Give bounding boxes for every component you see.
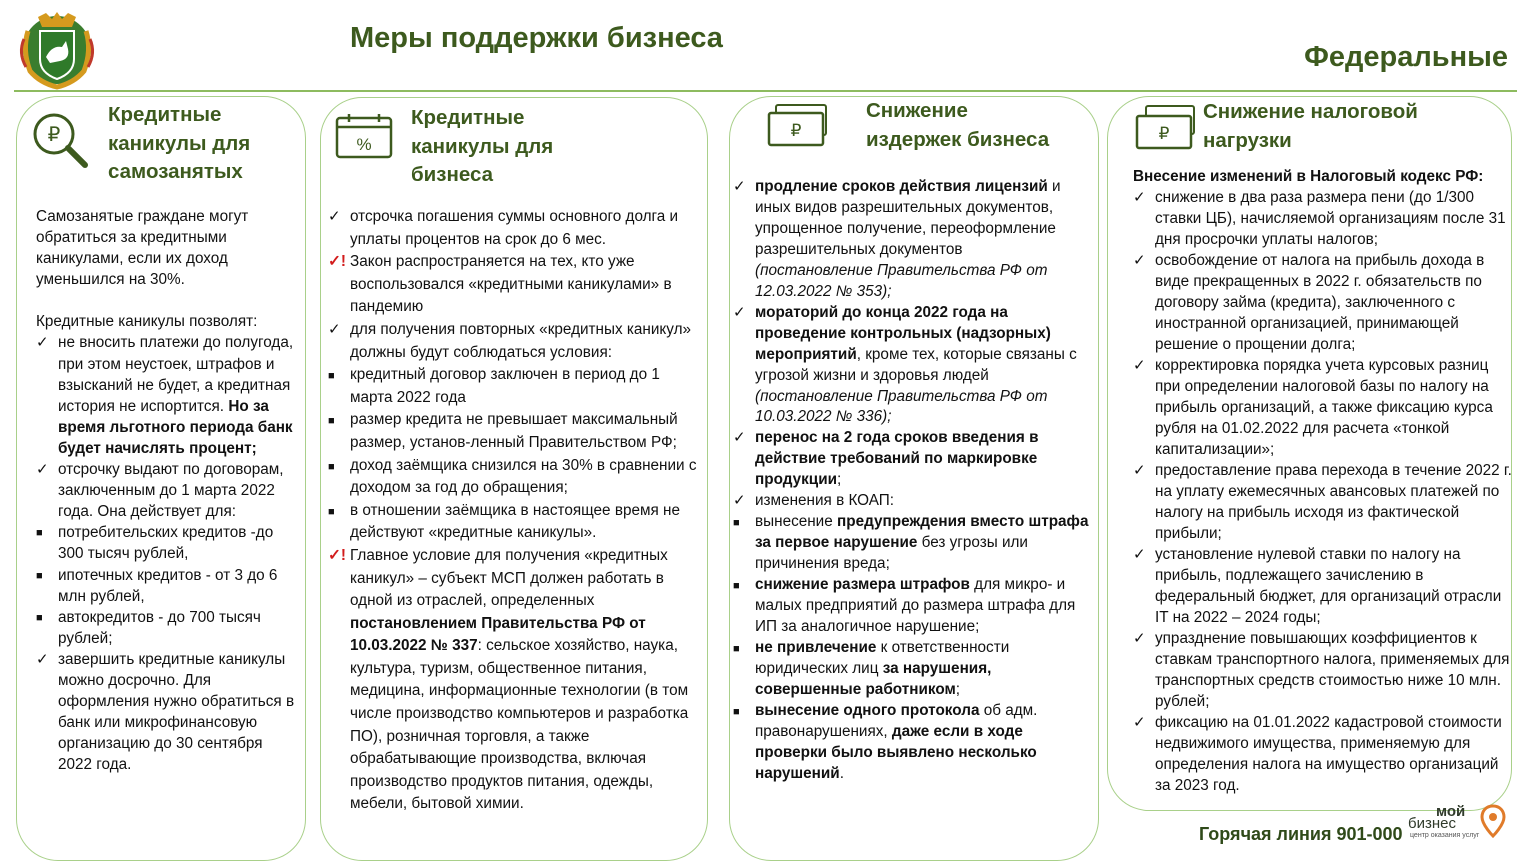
list-item: ✓ изменения в КОАП: [733, 492, 895, 510]
brand-sub: центр оказания услуг [1410, 832, 1480, 839]
list-item: ✓! Закон распространяется на тех, кто уже воспользовался «кредитными каникулами» в пандемию [328, 253, 672, 316]
card1-intro-line: каникулами, если их доход [36, 250, 228, 268]
card2-title-line: каникулы для [411, 134, 554, 158]
card4-body [1133, 166, 1513, 796]
banknote-stack-icon [1134, 104, 1198, 150]
brand-top: мой [1436, 803, 1466, 820]
location-pin-icon [1480, 804, 1506, 838]
banknote-icon [766, 103, 830, 147]
svg-text:₽: ₽ [1158, 124, 1170, 143]
card1-title-line: Кредитные [108, 103, 222, 126]
list-item: ✓ освобождение от налога на прибыль дохода в виде прекращенных в 2022 г. обязательств по договору займа (кредита), заключенного с иностранной организацией, принимающей решение о прощении долга; [1133, 252, 1485, 353]
card3-body [733, 177, 1093, 785]
list-item: ✓ завершить кредитные каникулы можно досрочно. Для оформления нужно обратиться в банк или микрофинансовую организацию до 30 сентября 2022 года. [36, 650, 295, 774]
list-item: ■ размер кредита не превышает максимальный размер, установ-ленный Правительством РФ; [328, 411, 678, 451]
list-item: ■ не привлечение к ответственности юридических лиц за нарушения, совершенные работником; [733, 638, 1010, 698]
list-item: ✓ продление сроков действия лицензий и иных видов разрешительных документов, упрощенное получение, переоформление разрешительных документов (постановление Правительства РФ от 12.03.2022 № 353); [733, 178, 1061, 300]
card1-title-line: самозанятых [108, 160, 243, 183]
coat-of-arms-icon [16, 9, 98, 91]
svg-text:₽: ₽ [790, 121, 802, 140]
list-item: ■ потребительских кредитов -до 300 тысяч рублей, [36, 524, 274, 563]
list-item: ✓! Главное условие для получения «кредитных каникул» – субъект МСП должен работать в одной из отраслей, определенных постановлением Правительства РФ от 10.03.2022 № 337: сельское хозяйство, наука, культура, туризм, общественное питания, медицина, информационные технологии (в том числе производство компьютеров и разработка ПО), розничная торговля, а также обрабатывающие производства, включая производство продуктов питания, одежды, мебели, бытовой химии. [328, 546, 689, 813]
page-title: Меры поддержки бизнеса [350, 22, 723, 54]
brand-logo [1408, 804, 1512, 856]
card3-title-line: Снижение [866, 99, 968, 122]
list-item: ■ в отношении заёмщика в настоящее время не действуют «кредитные каникулы». [328, 501, 680, 542]
list-item: ✓ мораторий до конца 2022 года на проведение контрольных (надзорных) мероприятий, кроме тех, которые связаны с угрозой жизни и здоровья людей (постановление Правительства РФ от 10.03.2022 № 336); [733, 303, 1077, 426]
list-item: ■ снижение размера штрафов для микро- и малых предприятий до размера штрафа для ИП за аналогичное нарушение; [733, 576, 1076, 636]
card1-title [108, 101, 250, 187]
list-item: ✓ фиксацию на 01.01.2022 кадастровой стоимости недвижимого имущества, применяемую для определения налога на имущество организаций за 2023 год. [1133, 714, 1502, 794]
card4-lead: Внесение изменений в Налоговый кодекс РФ: [1133, 168, 1484, 185]
header-divider [14, 90, 1517, 92]
card2-title-line: Кредитные [411, 106, 525, 129]
card4-title [1203, 98, 1418, 155]
card2-title [411, 104, 553, 190]
card1-intro-line: обратиться за кредитными [36, 229, 227, 247]
card4-title-line: Снижение налоговой [1203, 100, 1418, 123]
card3-title-line: издержек бизнеса [866, 127, 1050, 151]
list-item: ■ вынесение предупреждения вместо штрафа за первое нарушение без угрозы или причинения вреда; [733, 513, 1089, 573]
list-item: ■ кредитный договор заключен в период до 1 марта 2022 года [328, 366, 660, 406]
card1-title-line: каникулы для [108, 131, 251, 155]
list-item: ✓ корректировка порядка учета курсовых разниц при определении налоговой базы по налогу на прибыль организаций, а также фиксацию курса рубля на 01.02.2022 для расчета «тонкой капитализации»; [1133, 357, 1493, 458]
list-item: ■ ипотечных кредитов - от 3 до 6 млн рублей, [36, 566, 278, 605]
calendar-percent-icon [334, 112, 394, 160]
list-item: ■ автокредитов - до 700 тысяч рублей; [36, 608, 261, 647]
list-item: ■ вынесение одного протокола об адм. правонарушениях, даже если в ходе проверки было выявлено несколько нарушений. [733, 701, 1038, 782]
hotline-label: Горячая линия 901-000 [1199, 824, 1403, 844]
card2-body [328, 206, 700, 816]
list-item: ✓ снижение в два раза размера пени (до 1/300 ставки ЦБ), начисляемой организациям после 31 дня просрочки уплаты налогов; [1133, 189, 1506, 248]
card1-body [36, 206, 298, 775]
ruble-magnifier-icon [30, 110, 92, 172]
card1-allows-label: Кредитные каникулы позволят: [36, 313, 258, 331]
card3-title [866, 97, 1049, 154]
list-item: ■ доход заёмщика снизился на 30% в сравнении с доходом за год до обращения; [328, 456, 697, 497]
card2-title-line: бизнеса [411, 163, 494, 186]
list-item: ✓ не вносить платежи до полугода, при этом неустоек, штрафов и взысканий не будет, а кредитная история не испортится. Но за время льготного периода банк будет начислять процент; [36, 334, 294, 457]
level-label: Федеральные [1304, 41, 1508, 73]
list-item: ✓ предоставление права перехода в течение 2022 г. на уплату ежемесячных авансовых платежей по налогу на прибыль исходя из фактической прибыли; [1133, 462, 1512, 542]
card4-title-line: нагрузки [1203, 128, 1292, 152]
list-item: ✓ отсрочка погашения суммы основного долга и уплаты процентов на срок до 6 мес. [328, 208, 679, 248]
card1-intro-line: Самозанятые граждане могут [36, 208, 249, 225]
brand-mid: бизнес [1408, 815, 1456, 832]
card1-intro-line: уменьшился на 30%. [36, 271, 185, 289]
svg-text:₽: ₽ [47, 124, 61, 146]
svg-text:%: % [356, 135, 372, 154]
list-item: ✓ для получения повторных «кредитных каникул» должны будут соблюдаться условия: [328, 320, 692, 361]
list-item: ✓ отсрочку выдают по договорам, заключенным до 1 марта 2022 года. Она действует для: [36, 461, 284, 521]
list-item: ✓ установление нулевой ставки по налогу на прибыль, подлежащего зачислению в федеральный бюджет, для организаций отрасли IT на 2022 – 2024 годы; [1133, 546, 1502, 626]
list-item: ✓ упразднение повышающих коэффициентов к ставкам транспортного налога, применяемых для транспортных средств стоимостью ниже 10 млн. рублей; [1133, 630, 1510, 710]
list-item: ✓ перенос на 2 года сроков введения в действие требований по маркировке продукции; [733, 429, 1039, 489]
